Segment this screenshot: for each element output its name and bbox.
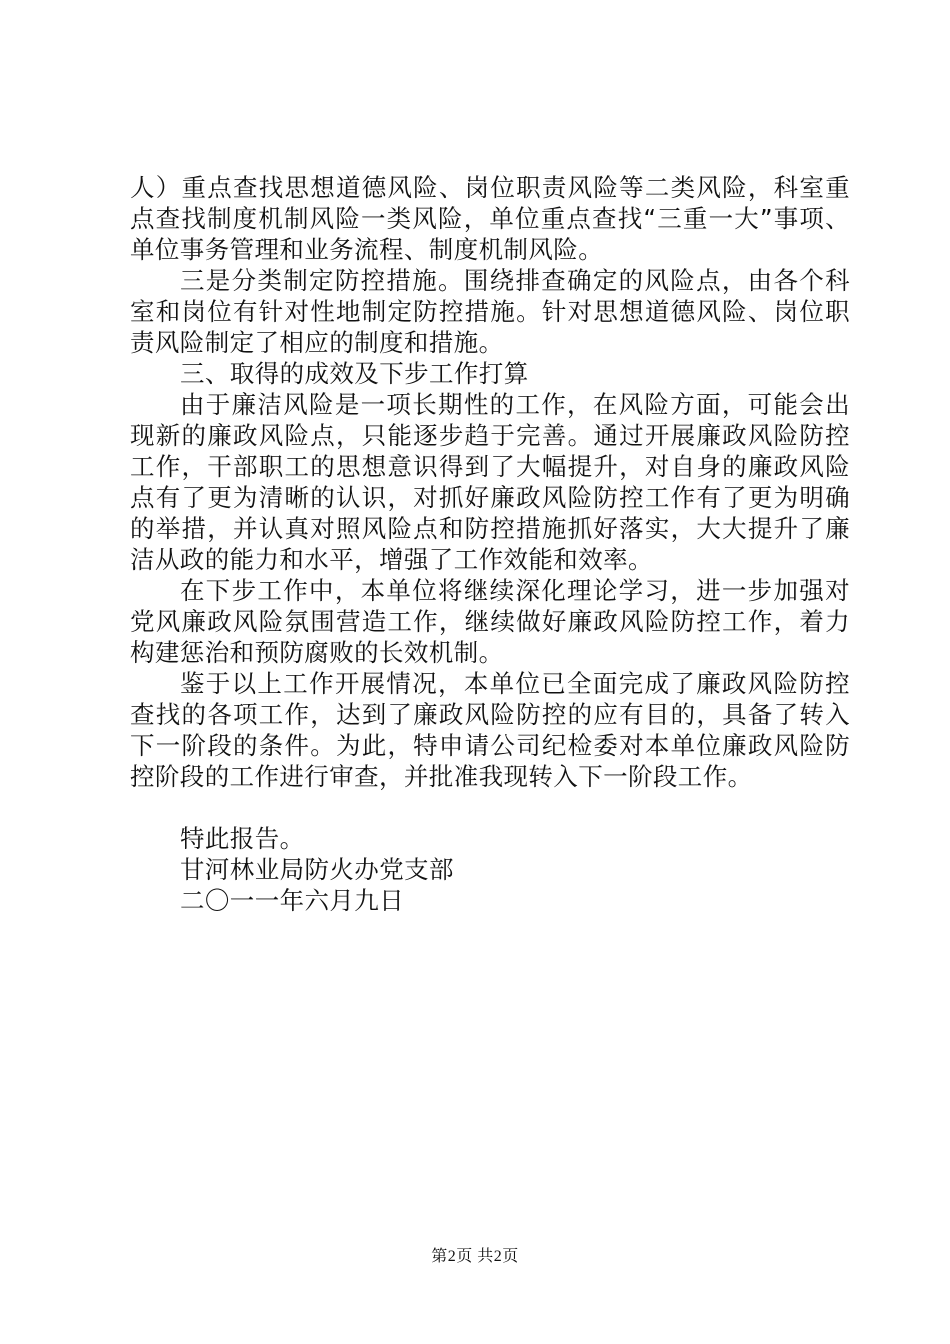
closing-remark: 特此报告。 xyxy=(180,824,305,853)
signature-organization: 甘河林业局防火办党支部 xyxy=(180,855,454,884)
section-heading-results: 三、取得的成效及下步工作打算 xyxy=(180,359,529,388)
paragraph-next-steps: 在下步工作中，本单位将继续深化理论学习，进一步加强对党风廉政风险氛围营造工作，继续做好廉政风险防控工作，着力构建惩治和预防腐败的长效机制。 xyxy=(130,576,850,667)
paragraph-results: 由于廉洁风险是一项长期性的工作，在风险方面，可能会出现新的廉政风险点，只能逐步趋于完善。通过开展廉政风险防控工作，干部职工的思想意识得到了大幅提升，对自身的廉政风险点有了更为清晰的认识，对抓好廉政风险防控工作有了更为明确的举措，并认真对照风险点和防控措施抓好落实，大大提升了廉洁从政的能力和水平，增强了工作效能和效率。 xyxy=(130,390,850,574)
paragraph-risk-scope: 人）重点查找思想道德风险、岗位职责风险等二类风险，科室重点查找制度机制风险一类风险，单位重点查找“三重一大”事项、单位事务管理和业务流程、制度机制风险。 xyxy=(130,173,850,264)
page-number-footer: 第2页 共2页 xyxy=(431,1248,519,1265)
signature-date: 二〇一一年六月九日 xyxy=(180,886,405,915)
paragraph-request: 鉴于以上工作开展情况，本单位已全面完成了廉政风险防控查找的各项工作，达到了廉政风险防控的应有目的，具备了转入下一阶段的条件。为此，特申请公司纪检委对本单位廉政风险防控阶段的工作进行审查，并批准我现转入下一阶段工作。 xyxy=(130,669,850,791)
blank-line xyxy=(130,792,850,823)
paragraph-control-measures: 三是分类制定防控措施。围绕排查确定的风险点，由各个科室和岗位有针对性地制定防控措施。针对思想道德风险、岗位职责风险制定了相应的制度和措施。 xyxy=(130,266,850,357)
document-body xyxy=(130,172,850,916)
